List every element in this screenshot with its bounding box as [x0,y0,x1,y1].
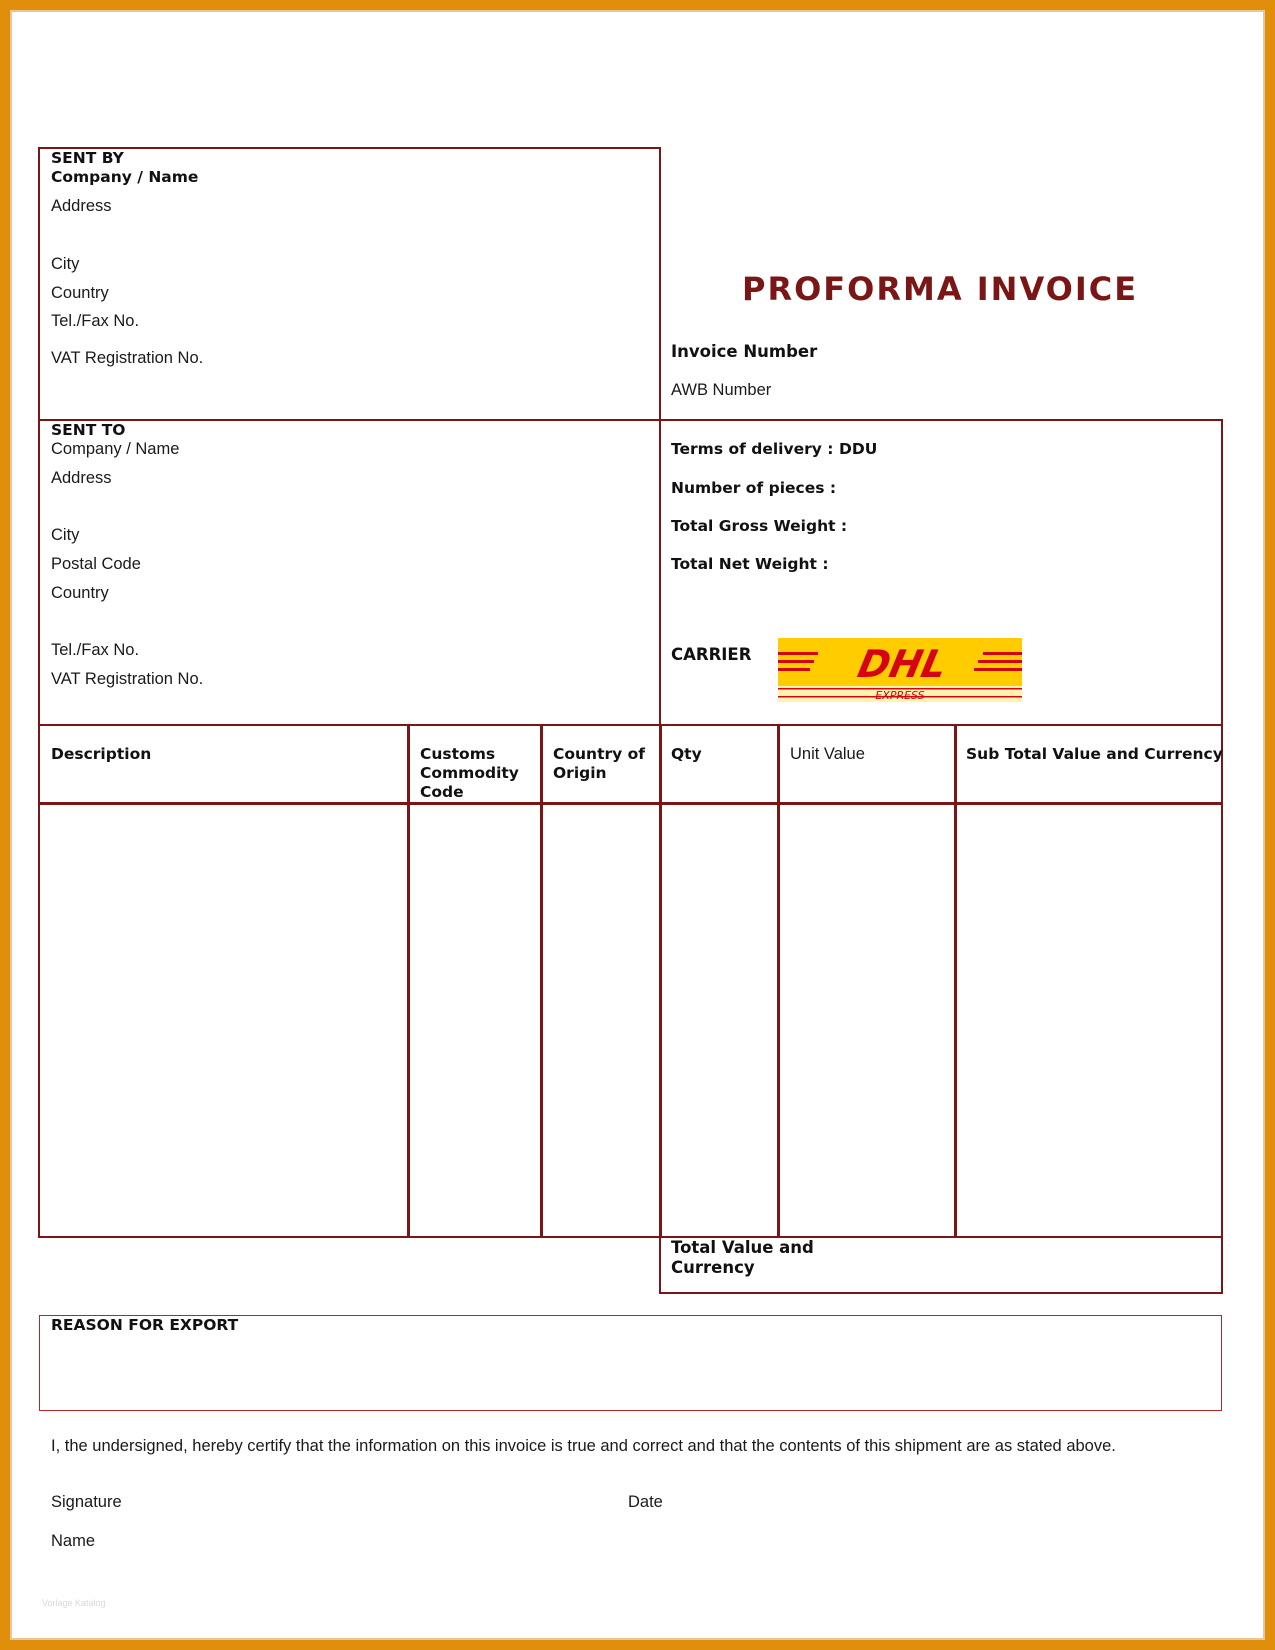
sent-to-tel-label: Tel./Fax No. [51,641,140,659]
carrier-label: CARRIER [671,645,752,664]
sent-by-vat-label: VAT Registration No. [51,349,204,367]
dhl-logo-text: DHL [853,642,951,687]
col-header-unit-value: Unit Value [790,745,865,763]
document-title: PROFORMA INVOICE [742,270,1139,308]
sent-by-company-label: Company / Name [51,168,199,186]
col-header-subtotal: Sub Total Value and Currency [966,745,1223,763]
table-col-divider-4 [777,724,780,1238]
net-weight-label: Total Net Weight : [671,555,829,573]
terms-value: DDU [839,440,878,458]
col-header-qty: Qty [671,745,702,763]
sent-to-city-label: City [51,526,80,544]
sent-to-heading: SENT TO [51,421,126,439]
sent-by-box [38,147,661,421]
col-header-country-origin: Country of Origin [553,745,646,782]
col-header-commodity-code: Customs Commodity Code [420,745,519,801]
table-col-divider-3 [659,724,662,1238]
table-col-divider-2 [540,724,543,1238]
sent-to-address-label: Address [51,469,112,487]
signature-label: Signature [51,1493,122,1511]
pieces-label: Number of pieces : [671,479,837,497]
sent-to-postal-label: Postal Code [51,555,141,573]
terms-label: Terms of delivery : [671,440,834,458]
sent-by-heading: SENT BY [51,149,124,167]
sent-by-address-label: Address [51,197,112,215]
table-col-divider-1 [407,724,410,1238]
sent-by-city-label: City [51,255,80,273]
sent-to-country-label: Country [51,584,109,602]
table-col-divider-5 [954,724,957,1238]
awb-number-label: AWB Number [671,381,772,399]
invoice-number-label: Invoice Number [671,342,818,361]
sent-to-vat-label: VAT Registration No. [51,670,204,688]
date-label: Date [628,1493,663,1511]
certification-statement: I, the undersigned, hereby certify that the information on this invoice is true and correct and that the contents of this shipment are as stated above. [51,1437,1116,1455]
sent-to-company-label: Company / Name [51,440,180,458]
total-value-label: Total Value and Currency [671,1238,814,1277]
name-label: Name [51,1532,96,1550]
table-header-divider [38,802,1223,805]
reason-for-export-heading: REASON FOR EXPORT [51,1316,239,1334]
gross-weight-label: Total Gross Weight : [671,517,848,535]
watermark: Vorlage Katalog [42,1598,106,1608]
col-header-description: Description [51,745,152,763]
sent-by-tel-label: Tel./Fax No. [51,312,140,330]
dhl-logo [778,638,1022,702]
dhl-logo-subtext: EXPRESS [875,689,925,702]
sent-by-country-label: Country [51,284,109,302]
